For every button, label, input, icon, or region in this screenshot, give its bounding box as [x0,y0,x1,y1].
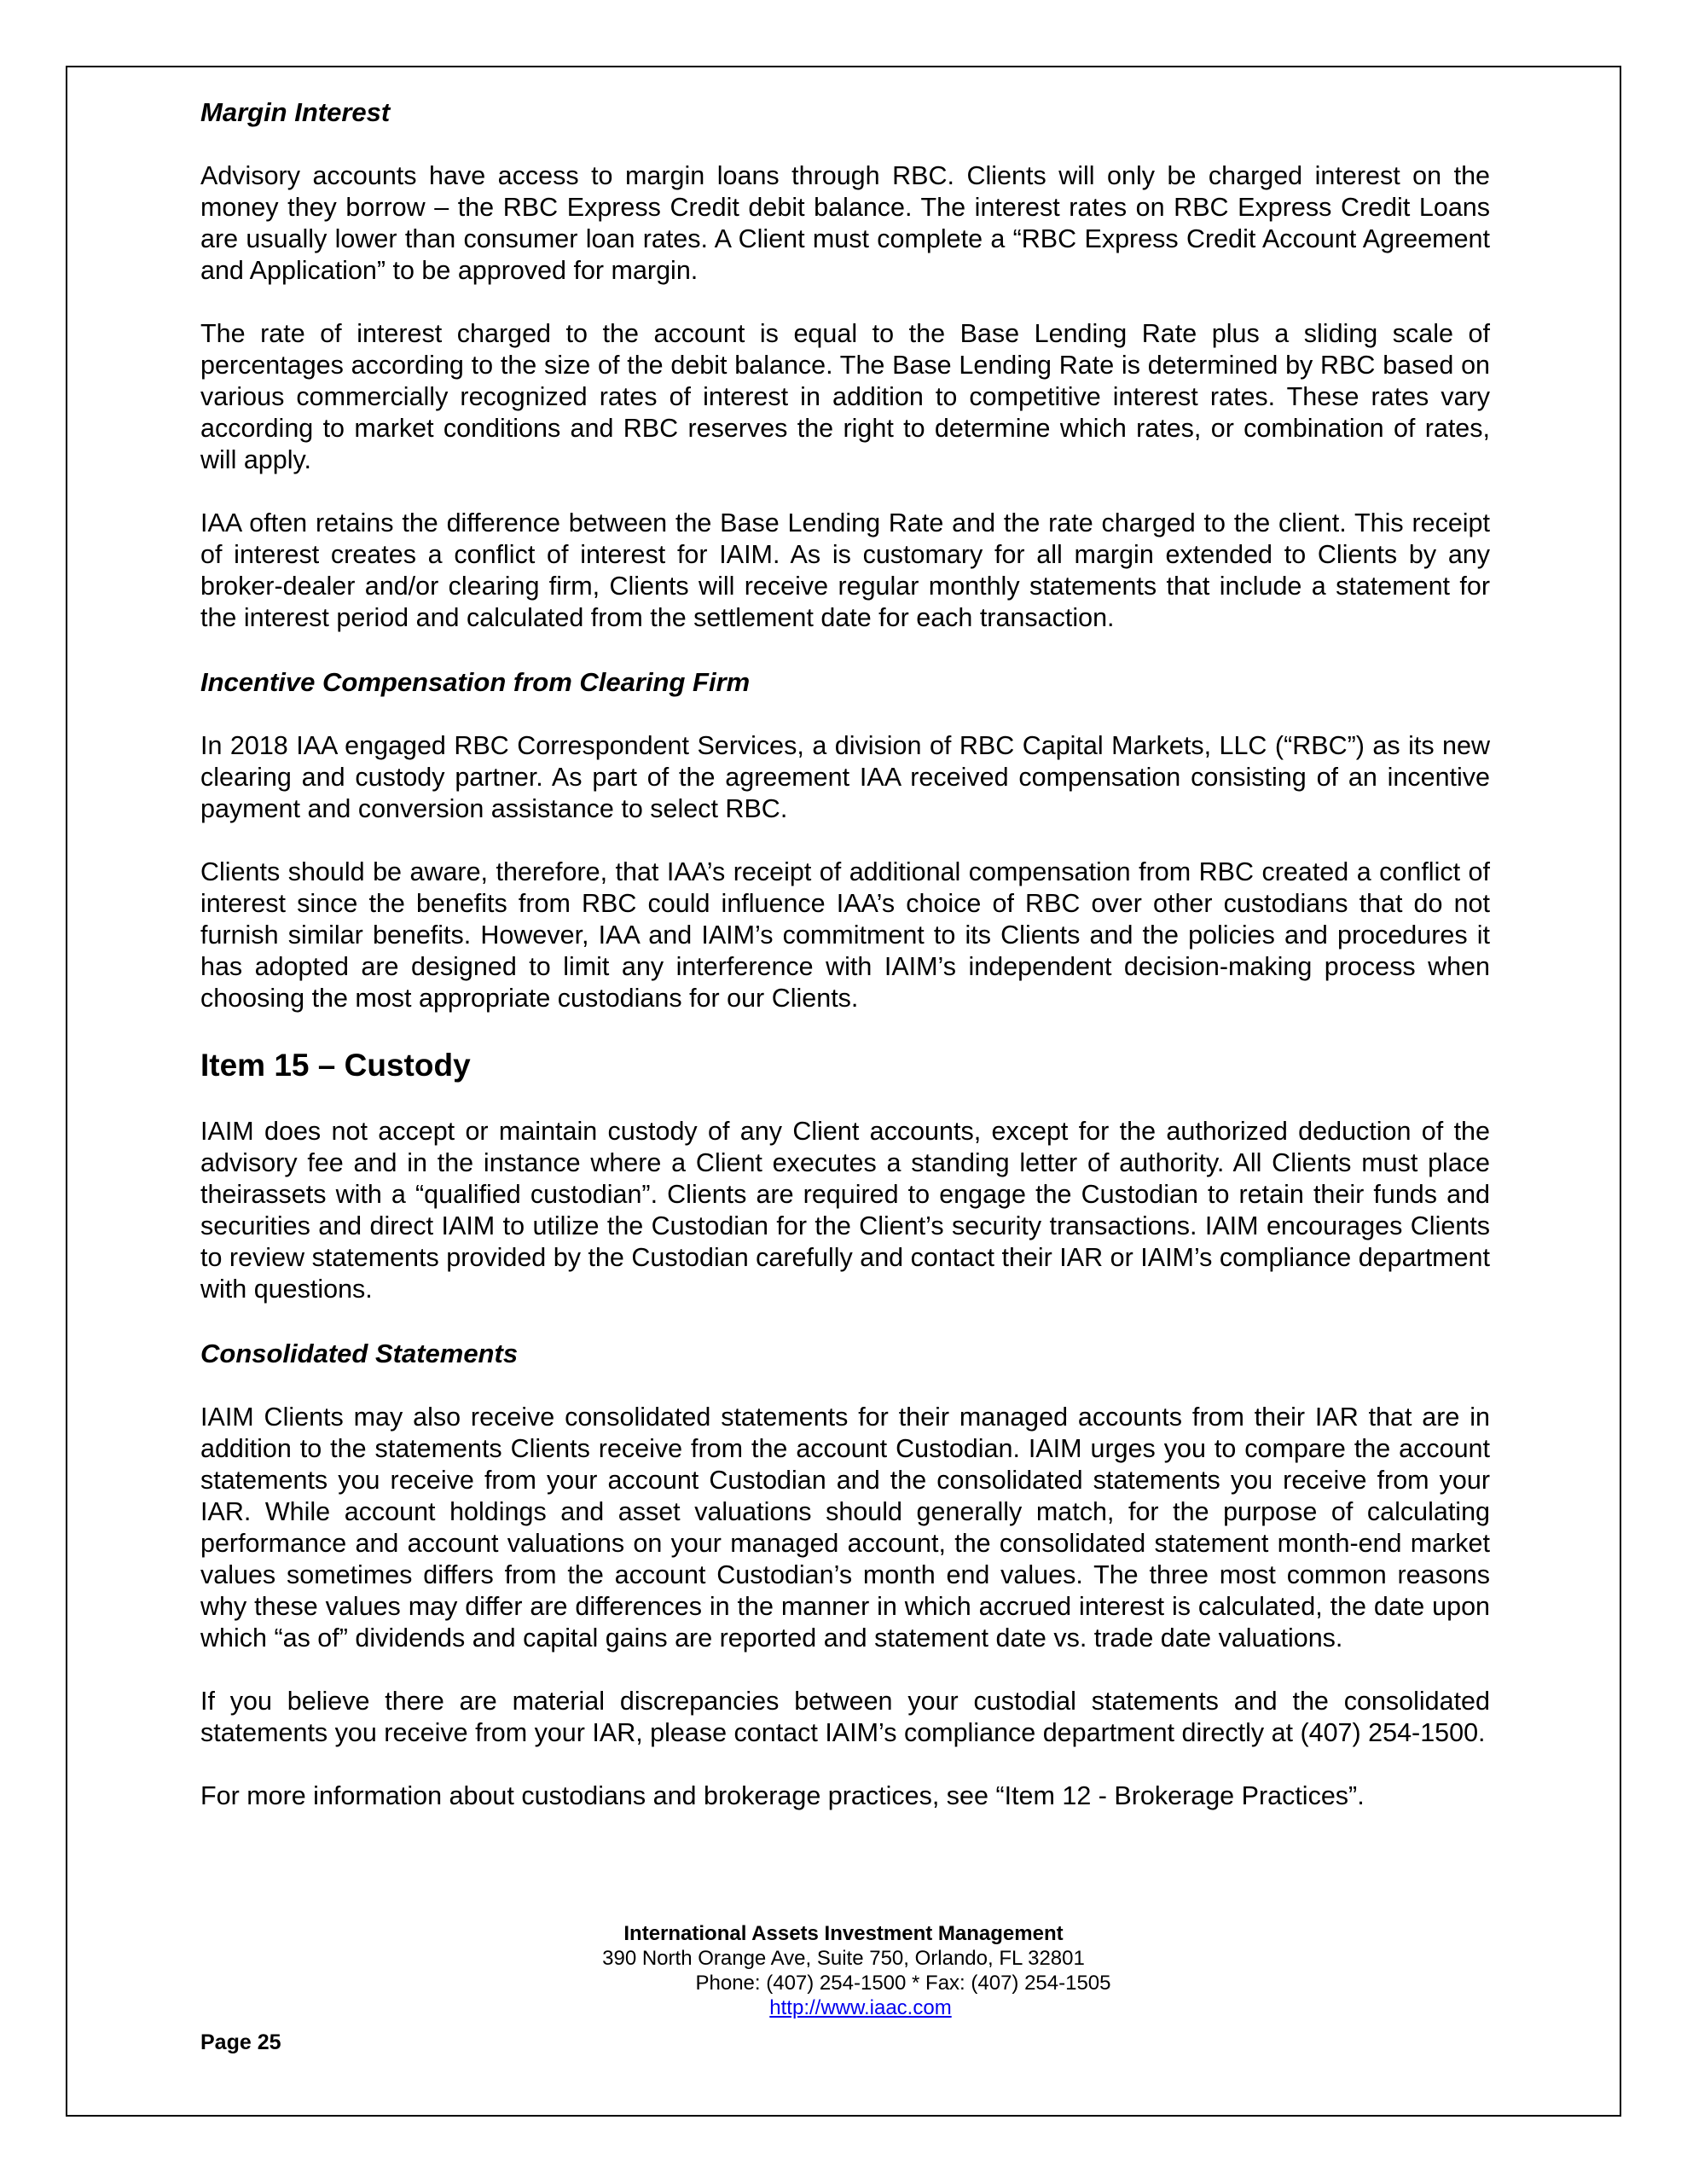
margin-interest-paragraph-1: Advisory accounts have access to margin loans through RBC. Clients will only be charged interest on the money they borrow – the RBC Express Credit debit balance. The interest rates on RBC Express Credit Loans are usually lower than consumer loan rates. A Client must complete a “RBC Express Credit Account Agreement and Application” to be approved for margin. [200,161,1490,285]
footer-address: 390 North Orange Ave, Suite 750, Orlando, FL 32801 [602,1947,1085,1970]
margin-interest-paragraph-2: The rate of interest charged to the account is equal to the Base Lending Rate plus a sliding scale of percentages according to the size of the debit balance. The Base Lending Rate is determined by RBC based on various commercially recognized rates of interest in addition to competitive interest rates. These rates vary according to market conditions and RBC reserves the right to determine which rates, or combination of rates, will apply. [200,319,1490,474]
incentive-compensation-paragraph-1: In 2018 IAA engaged RBC Correspondent Services, a division of RBC Capital Markets, LLC (“RBC”) as its new clearing and custody partner. As part of the agreement IAA received compensation consisting of an incentive payment and conversion assistance to select RBC. [200,731,1490,823]
footer-website-link[interactable]: http://www.iaac.com [769,1996,952,2019]
item-15-paragraph-1: IAIM does not accept or maintain custody of any Client accounts, except for the authorized deduction of the advisory fee and in the instance where a Client executes a standing letter of authority. All Clients must place theirassets with a “qualified custodian”. Clients are required to engage the Custodian to retain their funds and securities and direct IAIM to utilize the Custodian for the Client’s security transactions. IAIM encourages Clients to review statements provided by the Custodian carefully and contact their IAR or IAIM’s compliance department with questions. [200,1117,1490,1304]
footer-phone: Phone: (407) 254-1500 * Fax: (407) 254-1505 [695,1972,1111,1995]
margin-interest-heading: Margin Interest [200,97,391,127]
consolidated-statements-paragraph-2: If you believe there are material discrepancies between your custodial statements and the consolidated statements you receive from your IAR, please contact IAIM’s compliance department directly at (407) 254-1500. [200,1687,1490,1747]
incentive-compensation-paragraph-2: Clients should be aware, therefore, that IAA’s receipt of additional compensation from RBC created a conflict of interest since the benefits from RBC could influence IAA’s choice of RBC over other custodians that do not furnish similar benefits. However, IAA and IAIM’s commitment to its Clients and the policies and procedures it has adopted are designed to limit any interference with IAIM’s independent decision-making process when choosing the most appropriate custodians for our Clients. [200,857,1490,1013]
footer-company: International Assets Investment Management [623,1922,1064,1945]
consolidated-statements-paragraph-3: For more information about custodians and brokerage practices, see “Item 12 - Brokerage Practices”. [200,1781,1365,1810]
incentive-compensation-heading: Incentive Compensation from Clearing Firm [200,667,751,697]
document-body [200,96,1490,1844]
item-15-heading: Item 15 – Custody [200,1048,471,1083]
margin-interest-paragraph-3: IAA often retains the difference between the Base Lending Rate and the rate charged to the client. This receipt of interest creates a conflict of interest for IAIM. As is customary for all margin extended to Clients by any broker-dealer and/or clearing firm, Clients will receive regular monthly statements that include a statement for the interest period and calculated from the settlement date for each transaction. [200,508,1490,632]
page-footer [0,1921,1687,2020]
consolidated-statements-paragraph-1: IAIM Clients may also receive consolidated statements for their managed accounts from their IAR that are in addition to the statements Clients receive from the account Custodian. IAIM urges you to compare the account statements you receive from your account Custodian and the consolidated statements you receive from your IAR. While account holdings and asset valuations should generally match, for the purpose of calculating performance and account valuations on your managed account, the consolidated statement month-end market values sometimes differs from the account Custodian’s month end values. The three most common reasons why these values may differ are differences in the manner in which accrued interest is calculated, the date upon which “as of” dividends and capital gains are reported and statement date vs. trade date valuations. [200,1403,1490,1653]
page-number: Page 25 [200,2030,281,2054]
consolidated-statements-heading: Consolidated Statements [200,1339,519,1368]
